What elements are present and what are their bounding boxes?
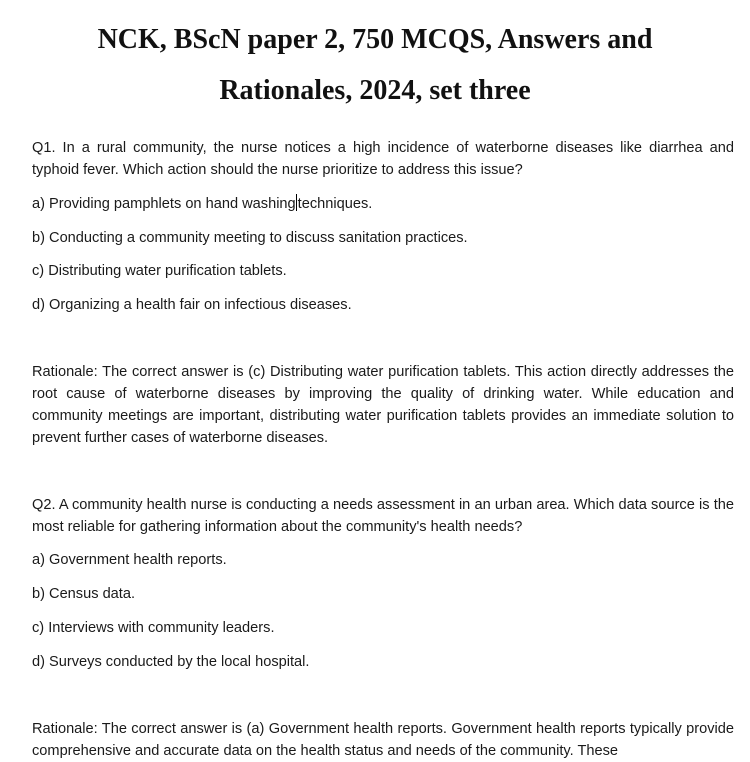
question-1-rationale: Rationale: The correct answer is (c) Distributing water purification tablets. This action directly addresses the root cause of waterborne diseases by improving the quality of drinking water. While education and community meetings are important, distributing water purification tablets provides an immediate solution to prevent further cases of waterborne diseases. (32, 364, 734, 446)
question-2-option-c: c) Interviews with community leaders. (32, 620, 275, 636)
question-2-stem: Q2. A community health nurse is conducting a needs assessment in an urban area. Which data source is the most reliable for gathering information about the community's health needs? (32, 497, 734, 535)
question-1-option-a (32, 193, 734, 215)
question-1-option-a-text-before-cursor: a) Providing pamphlets on hand washing (32, 196, 296, 212)
question-1-option-c: c) Distributing water purification tablets. (32, 263, 287, 279)
question-2-option-b: b) Census data. (32, 586, 136, 602)
question-2-option-a: a) Government health reports. (32, 552, 227, 568)
question-2-rationale: Rationale: The correct answer is (a) Government health reports. Government health reports typically provide comprehensive and accurate data on the health status and needs of the community. These (32, 721, 734, 759)
question-1-stem: Q1. In a rural community, the nurse notices a high incidence of waterborne diseases like diarrhea and typhoid fever. Which action should the nurse prioritize to address this issue? (32, 140, 734, 178)
document-title-line-2: Rationales, 2024, set three (219, 75, 531, 106)
question-1-option-a-text-after-cursor: techniques. (297, 196, 373, 212)
question-2-rationale-container (0, 718, 750, 759)
question-1-option-b: b) Conducting a community meeting to discuss sanitation practices. (32, 230, 468, 246)
text-cursor (296, 194, 297, 211)
question-1-option-d: d) Organizing a health fair on infectious diseases. (32, 297, 352, 313)
question-2-option-d: d) Surveys conducted by the local hospital. (32, 654, 310, 670)
document-title-line-1: NCK, BScN paper 2, 750 MCQS, Answers and (97, 24, 653, 55)
